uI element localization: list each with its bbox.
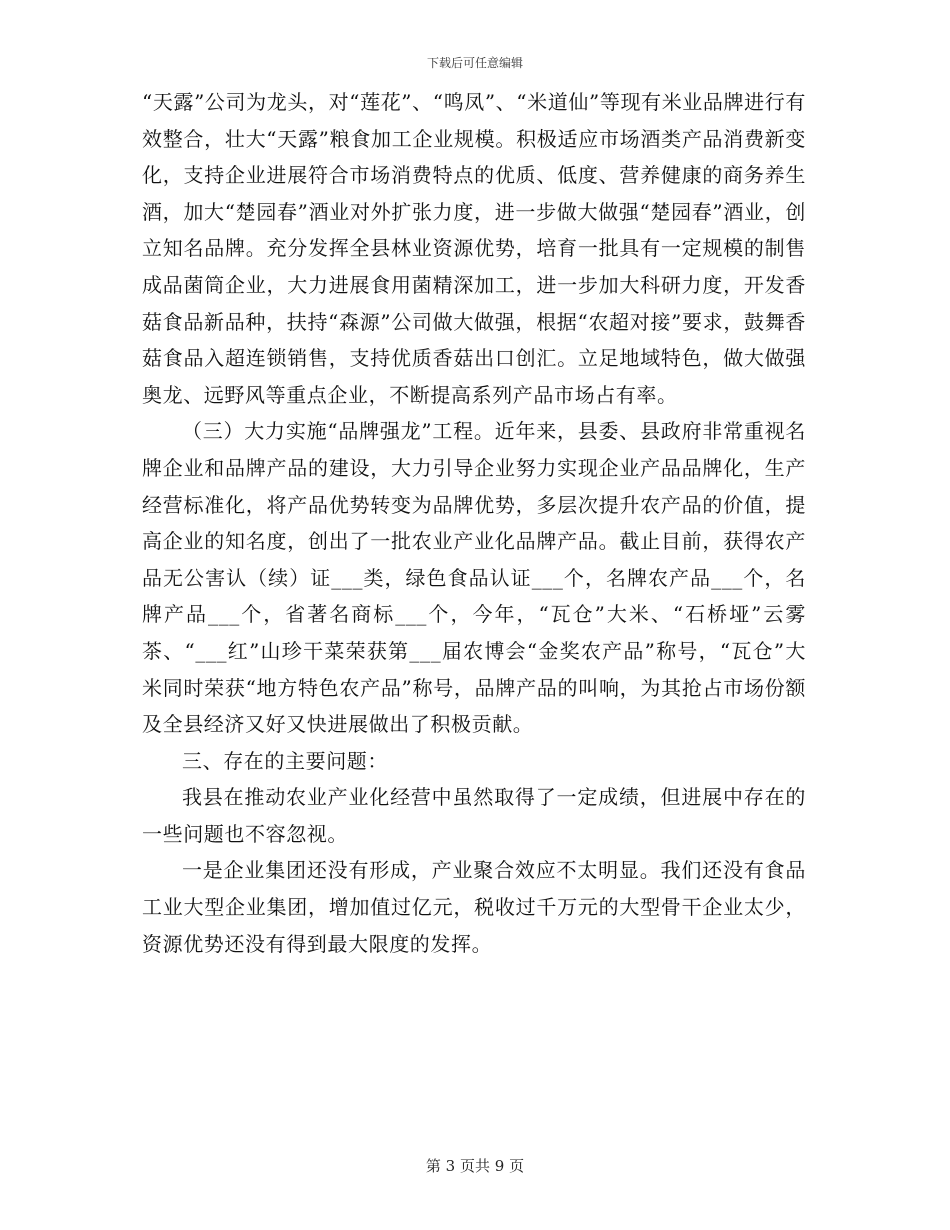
page-header: 下载后可任意编辑 (426, 56, 523, 70)
section-heading-problems: 三、存在的主要问题： (182, 748, 388, 773)
paragraph-brand-project: （三）大力实施“品牌强龙”工程。近年来，县委、县政府非常重视名牌企业和品牌产品的建设，大力引导企业努力实现企业产品品牌化，生产经营标准化，将产品优势转变为品牌优势，多层次提升农产品的价值，提高企业的知名度，创出了一批农业产业化品牌产品。截止目前，获得农产品无公害认（续）证___类，绿色食品认证___个，名牌农产品___个，名牌产品___个，省著名商标___个，今年，“瓦仓”大米、“石桥垭”云雾茶、“___红”山珍干菜荣获第___届农博会“金奖农产品”称号，“瓦仓”大米同时荣获“地方特色农产品”称号，品牌产品的叫响，为其抢占市场份额及全县经济又好又快进展做出了积极贡献。 (142, 419, 806, 737)
paragraph-problem-one: 一是企业集团还没有形成，产业聚合效应不太明显。我们还没有食品工业大型企业集团，增加值过亿元，税收过千万元的大型骨干企业太少，资源优势还没有得到最大限度的发挥。 (142, 858, 806, 956)
page-number-footer: 第 3 页共 9 页 (425, 1157, 525, 1175)
paragraph-problems-intro: 我县在推动农业产业化经营中虽然取得了一定成绩，但进展中存在的一些问题也不容忽视。 (142, 785, 806, 846)
document-body (142, 84, 806, 962)
paragraph-continuation: “天露”公司为龙头，对“莲花”、“鸣凤”、“米道仙”等现有米业品牌进行有效整合，壮大“天露”粮食加工企业规模。积极适应市场酒类产品消费新变化，支持企业进展符合市场消费特点的优质、低度、营养健康的商务养生酒，加大“楚园春”酒业对外扩张力度，进一步做大做强“楚园春”酒业，创立知名品牌。充分发挥全县林业资源优势，培育一批具有一定规模的制售成品菌筒企业，大力进展食用菌精深加工，进一步加大科研力度，开发香菇食品新品种，扶持“森源”公司做大做强，根据“农超对接”要求，鼓舞香菇食品入超连锁销售，支持优质香菇出口创汇。立足地域特色，做大做强奥龙、远野风等重点企业，不断提高系列产品市场占有率。 (142, 90, 806, 407)
